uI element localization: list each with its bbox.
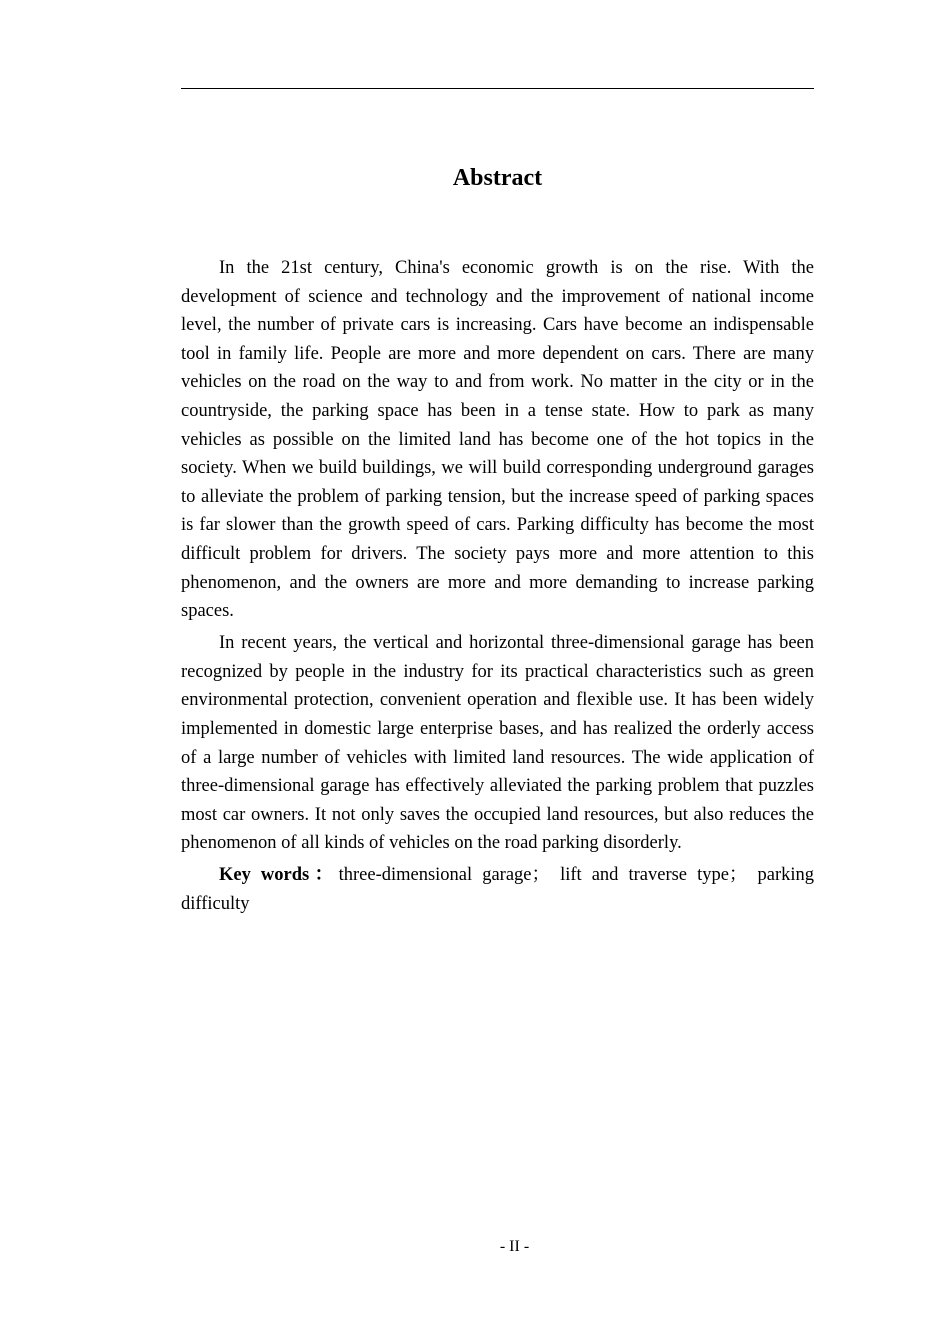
page-number: - II - (499, 1238, 530, 1255)
abstract-body (181, 254, 814, 919)
header-rule (181, 88, 814, 89)
keywords-list: three-dimensional garage； lift and traverse type； parking difficulty (181, 865, 814, 915)
keywords-label: Key words： (219, 865, 339, 886)
abstract-paragraph-2: In recent years, the vertical and horizontal three-dimensional garage has been recognized by people in the industry for its practical characteristics such as green environmental protection, convenient operation and flexible use. It has been widely implemented in domestic large enterprise bases, and has realized the orderly access of a large number of vehicles with limited land resources. The wide application of three-dimensional garage has effectively alleviated the parking problem that puzzles most car owners. It not only saves the occupied land resources, but also reduces the phenomenon of all kinds of vehicles on the road parking disorderly. (181, 633, 814, 854)
keywords-line (181, 861, 814, 918)
abstract-title: Abstract (452, 165, 543, 191)
abstract-paragraph-1: In the 21st century, China's economic growth is on the rise. With the development of science and technology and the improvement of national income level, the number of private cars is increasing. Cars have become an indispensable tool in family life. People are more and more dependent on cars. There are many vehicles on the road on the way to and from work. No matter in the city or in the countryside, the parking space has been in a tense state. How to park as many vehicles as possible on the limited land has become one of the hot topics in the society. When we build buildings, we will build corresponding underground garages to alleviate the problem of parking tension, but the increase speed of parking spaces is far slower than the growth speed of cars. Parking difficulty has become the most difficult problem for drivers. The society pays more and more attention to this phenomenon, and the owners are more and more demanding to increase parking spaces. (181, 258, 814, 622)
